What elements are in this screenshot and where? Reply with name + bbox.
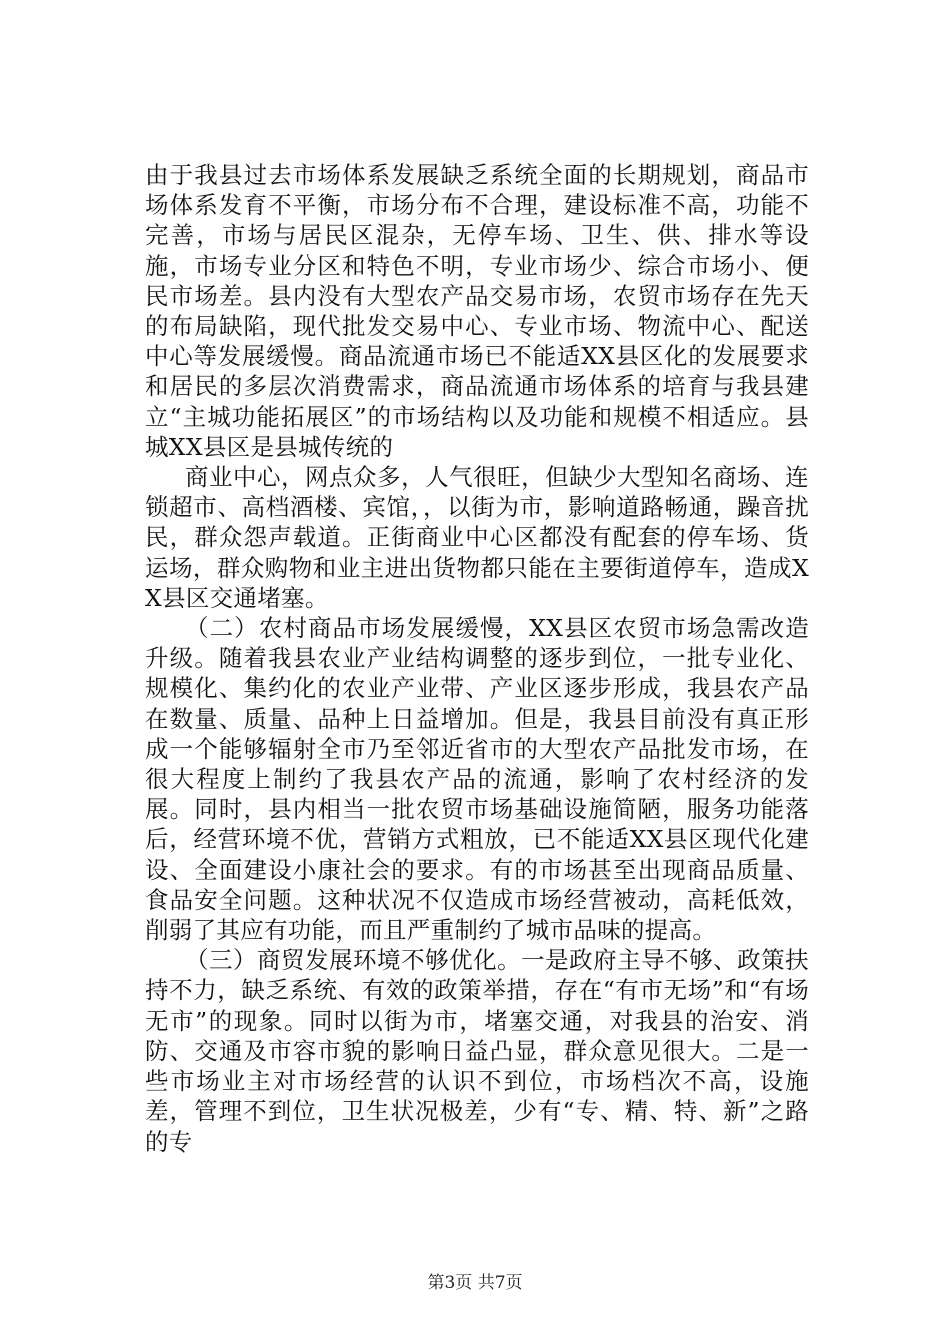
page-number-footer: 第3页 共7页	[427, 1273, 523, 1293]
paragraph-rural-market: （二）农村商品市场发展缓慢，XX县区农贸市场急需改造升级。随着我县农业产业结构调整的逐步到位，一批专业化、规模化、集约化的农业产业带、产业区逐步形成，我县农产品在数量、质量、品种上日益增加。但是，我县目前没有真正形成一个能够辐射全市乃至邻近省市的大型农产品批发市场，在很大程度上制约了我县农产品的流通，影响了农村经济的发展。同时，县内相当一批农贸市场基础设施简陋，服务功能落后，经营环境不优，营销方式粗放，已不能适XX县区现代化建设、全面建设小康社会的要求。有的市场甚至出现商品质量、食品安全问题。这种状况不仅造成市场经营被动，高耗低效，削弱了其应有功能，而且严重制约了城市品味的提高。	[145, 614, 809, 945]
paragraph-commercial-center: 商业中心，网点众多，人气很旺，但缺少大型知名商场、连锁超市、高档酒楼、宾馆，，以街为市，影响道路畅通，躁音扰民，群众怨声载道。正街商业中心区都没有配套的停车场、货运场，群众购物和业主进出货物都只能在主要街道停车，造成XX县区交通堵塞。	[145, 463, 809, 612]
paragraph-market-system: 由于我县过去市场体系发展缺乏系统全面的长期规划，商品市场体系发育不平衡，市场分布不合理，建设标准不高，功能不完善，市场与居民区混杂，无停车场、卫生、供、排水等设施，市场专业分区和特色不明，专业市场少、综合市场小、便民市场差。县内没有大型农产品交易市场，农贸市场存在先天的布局缺陷，现代批发交易中心、专业市场、物流中心、配送中心等发展缓慢。商品流通市场已不能适XX县区化的发展要求和居民的多层次消费需求，商品流通市场体系的培育与我县建立“主城功能拓展区”的市场结构以及功能和规模不相适应。县城XX县区是县城传统的	[145, 161, 809, 461]
paragraph-business-environment: （三）商贸发展环境不够优化。一是政府主导不够、政策扶持不力，缺乏系统、有效的政策举措，存在“有市无场”和“有场无市”的现象。同时以街为市，堵塞交通，对我县的治安、消防、交通及市容市貌的影响日益凸显，群众意见很大。二是一些市场业主对市场经营的认识不到位，市场档次不高，设施差，管理不到位，卫生状况极差，少有“专、精、特、新”之路的专	[145, 946, 809, 1156]
document-body	[145, 160, 809, 1157]
